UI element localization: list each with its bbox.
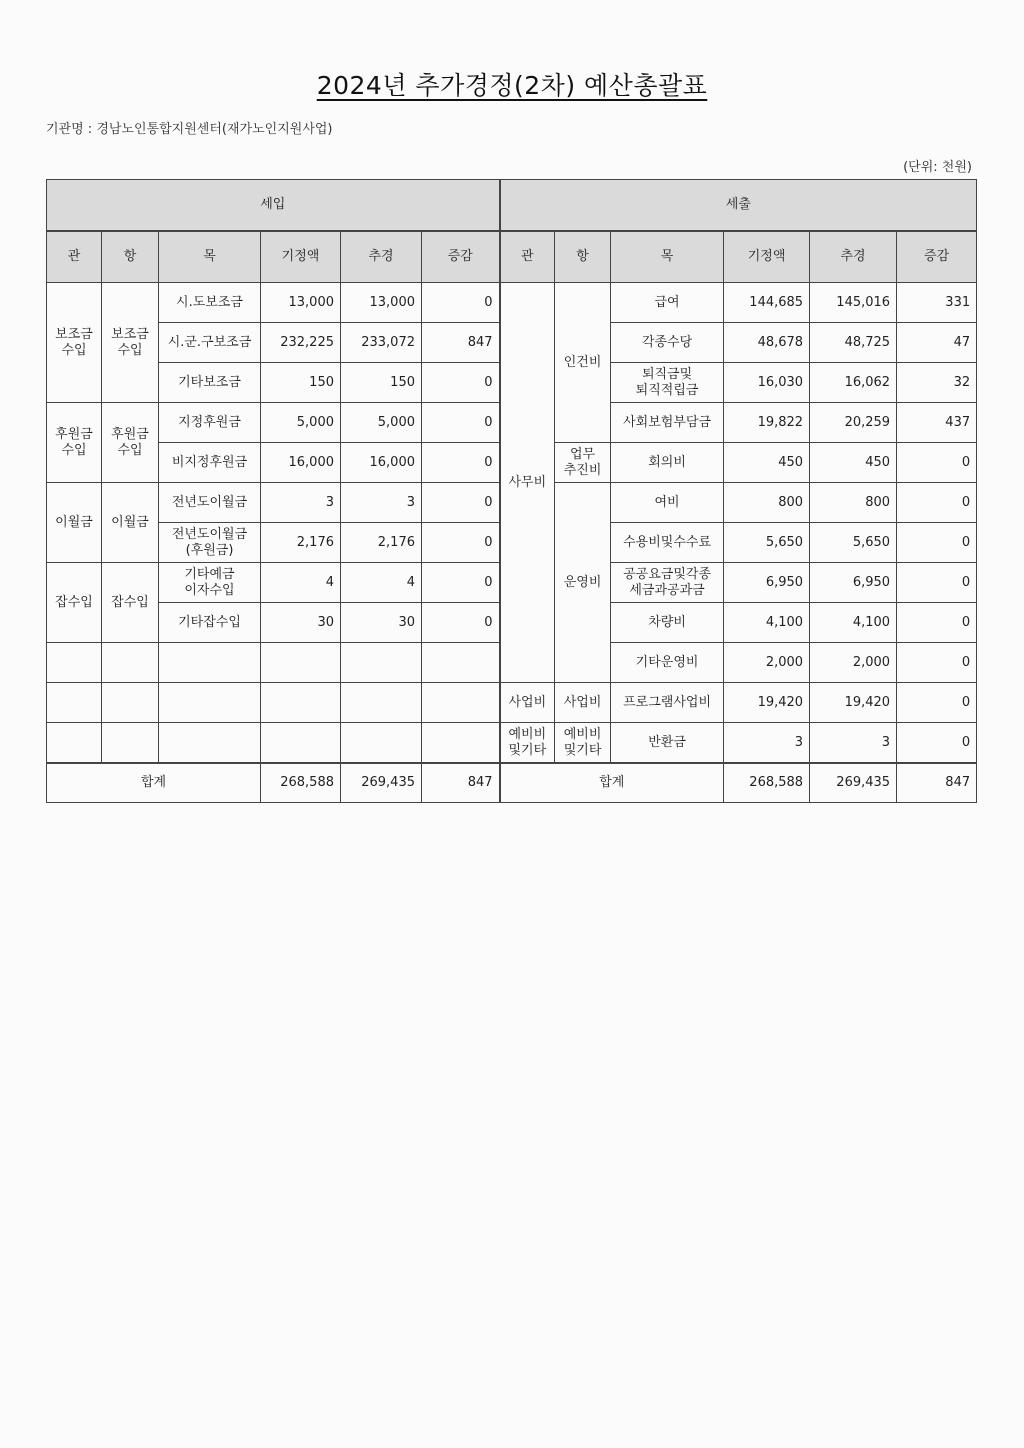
expense-mok: 여비	[611, 483, 724, 523]
expense-hang: 업무 추진비	[555, 443, 611, 483]
revenue-change: 0	[422, 563, 500, 603]
revenue-mok: 시.군.구보조금	[159, 323, 261, 363]
expense-supplementary: 5,650	[810, 523, 897, 563]
expense-change: 0	[897, 483, 977, 523]
expense-original: 48,678	[724, 323, 810, 363]
expense-total-supplementary: 269,435	[810, 763, 897, 803]
revenue-original: 3	[261, 483, 341, 523]
organization-name: 기관명 : 경남노인통합지원센터(재가노인지원사업)	[46, 122, 333, 137]
expense-hang: 인건비	[555, 283, 611, 443]
expense-supplementary: 450	[810, 443, 897, 483]
expense-original: 16,030	[724, 363, 810, 403]
expense-mok: 프로그램사업비	[611, 683, 724, 723]
empty-cell	[341, 643, 422, 683]
revenue-supplementary: 2,176	[341, 523, 422, 563]
revenue-mok: 시.도보조금	[159, 283, 261, 323]
expense-change: 32	[897, 363, 977, 403]
header-supplementary: 추경	[341, 231, 422, 283]
revenue-original: 4	[261, 563, 341, 603]
expense-total-change: 847	[897, 763, 977, 803]
empty-cell	[341, 723, 422, 764]
expense-supplementary: 20,259	[810, 403, 897, 443]
document-title: 2024년 추가경정(2차) 예산총괄표	[316, 71, 708, 100]
expense-total-original: 268,588	[724, 763, 810, 803]
expense-mok: 퇴직금및 퇴직적립금	[611, 363, 724, 403]
expense-change: 0	[897, 443, 977, 483]
revenue-hang: 후원금 수입	[102, 403, 159, 483]
empty-cell	[341, 683, 422, 723]
table-row	[47, 283, 977, 323]
expense-supplementary: 19,420	[810, 683, 897, 723]
expense-gwan: 예비비 및기타	[500, 723, 555, 764]
expense-change: 0	[897, 563, 977, 603]
empty-cell	[159, 643, 261, 683]
header-hang: 항	[102, 231, 159, 283]
revenue-change: 0	[422, 283, 500, 323]
expense-mok: 차량비	[611, 603, 724, 643]
revenue-gwan: 후원금 수입	[47, 403, 102, 483]
header-original: 기정액	[261, 231, 341, 283]
empty-cell	[47, 683, 102, 723]
unit-label: (단위: 천원)	[903, 160, 972, 175]
revenue-total-original: 268,588	[261, 763, 341, 803]
revenue-supplementary: 233,072	[341, 323, 422, 363]
revenue-change: 0	[422, 483, 500, 523]
revenue-mok: 지정후원금	[159, 403, 261, 443]
table-row	[47, 683, 977, 723]
revenue-total-change: 847	[422, 763, 500, 803]
empty-cell	[422, 643, 500, 683]
expense-gwan: 사무비	[500, 283, 555, 683]
empty-cell	[261, 643, 341, 683]
expense-mok: 공공요금및각종 세금과공과금	[611, 563, 724, 603]
expense-section-header: 세출	[500, 180, 977, 232]
revenue-original: 2,176	[261, 523, 341, 563]
expense-original: 144,685	[724, 283, 810, 323]
header-supplementary: 추경	[810, 231, 897, 283]
empty-cell	[261, 683, 341, 723]
revenue-hang: 보조금 수입	[102, 283, 159, 403]
revenue-supplementary: 16,000	[341, 443, 422, 483]
revenue-supplementary: 150	[341, 363, 422, 403]
empty-cell	[47, 723, 102, 764]
expense-change: 0	[897, 723, 977, 764]
revenue-mok: 전년도이월금	[159, 483, 261, 523]
header-mok: 목	[611, 231, 724, 283]
expense-hang: 사업비	[555, 683, 611, 723]
revenue-gwan: 이월금	[47, 483, 102, 563]
column-header-row	[47, 231, 977, 283]
revenue-change: 0	[422, 443, 500, 483]
expense-original: 450	[724, 443, 810, 483]
expense-original: 2,000	[724, 643, 810, 683]
expense-hang: 운영비	[555, 483, 611, 683]
empty-cell	[422, 683, 500, 723]
header-change: 증감	[897, 231, 977, 283]
header-original: 기정액	[724, 231, 810, 283]
expense-supplementary: 800	[810, 483, 897, 523]
header-gwan: 관	[47, 231, 102, 283]
expense-supplementary: 2,000	[810, 643, 897, 683]
revenue-mok: 기타예금 이자수입	[159, 563, 261, 603]
expense-change: 47	[897, 323, 977, 363]
empty-cell	[159, 723, 261, 764]
header-change: 증감	[422, 231, 500, 283]
expense-mok: 사회보험부담금	[611, 403, 724, 443]
revenue-supplementary: 4	[341, 563, 422, 603]
revenue-change: 0	[422, 403, 500, 443]
totals-row	[47, 763, 977, 803]
revenue-supplementary: 3	[341, 483, 422, 523]
expense-supplementary: 6,950	[810, 563, 897, 603]
expense-supplementary: 4,100	[810, 603, 897, 643]
expense-change: 331	[897, 283, 977, 323]
table-row	[47, 723, 977, 764]
expense-supplementary: 3	[810, 723, 897, 764]
empty-cell	[102, 723, 159, 764]
revenue-total-supplementary: 269,435	[341, 763, 422, 803]
revenue-mok: 비지정후원금	[159, 443, 261, 483]
expense-mok: 각종수당	[611, 323, 724, 363]
revenue-supplementary: 13,000	[341, 283, 422, 323]
revenue-original: 5,000	[261, 403, 341, 443]
revenue-mok: 기타보조금	[159, 363, 261, 403]
expense-mok: 기타운영비	[611, 643, 724, 683]
header-mok: 목	[159, 231, 261, 283]
budget-summary-table	[46, 179, 977, 803]
revenue-change: 0	[422, 363, 500, 403]
revenue-section-header: 세입	[47, 180, 500, 232]
expense-change: 0	[897, 643, 977, 683]
expense-original: 6,950	[724, 563, 810, 603]
revenue-hang: 이월금	[102, 483, 159, 563]
empty-cell	[422, 723, 500, 764]
expense-change: 0	[897, 603, 977, 643]
revenue-change: 847	[422, 323, 500, 363]
revenue-supplementary: 30	[341, 603, 422, 643]
empty-cell	[261, 723, 341, 764]
expense-supplementary: 145,016	[810, 283, 897, 323]
revenue-change: 0	[422, 603, 500, 643]
section-header-row	[47, 180, 977, 232]
expense-gwan: 사업비	[500, 683, 555, 723]
expense-supplementary: 48,725	[810, 323, 897, 363]
revenue-original: 150	[261, 363, 341, 403]
revenue-original: 30	[261, 603, 341, 643]
expense-change: 437	[897, 403, 977, 443]
expense-original: 3	[724, 723, 810, 764]
expense-hang: 예비비 및기타	[555, 723, 611, 764]
expense-original: 5,650	[724, 523, 810, 563]
empty-cell	[159, 683, 261, 723]
revenue-hang: 잡수입	[102, 563, 159, 643]
empty-cell	[47, 643, 102, 683]
revenue-supplementary: 5,000	[341, 403, 422, 443]
expense-mok: 급여	[611, 283, 724, 323]
expense-original: 19,420	[724, 683, 810, 723]
revenue-total-label: 합계	[47, 763, 261, 803]
expense-total-label: 합계	[500, 763, 724, 803]
revenue-mok: 기타잡수입	[159, 603, 261, 643]
empty-cell	[102, 683, 159, 723]
revenue-mok: 전년도이월금 (후원금)	[159, 523, 261, 563]
header-hang: 항	[555, 231, 611, 283]
expense-supplementary: 16,062	[810, 363, 897, 403]
expense-original: 4,100	[724, 603, 810, 643]
revenue-change: 0	[422, 523, 500, 563]
revenue-original: 13,000	[261, 283, 341, 323]
expense-mok: 회의비	[611, 443, 724, 483]
revenue-original: 232,225	[261, 323, 341, 363]
expense-change: 0	[897, 523, 977, 563]
header-gwan: 관	[500, 231, 555, 283]
revenue-original: 16,000	[261, 443, 341, 483]
expense-original: 800	[724, 483, 810, 523]
revenue-gwan: 보조금 수입	[47, 283, 102, 403]
revenue-gwan: 잡수입	[47, 563, 102, 643]
empty-cell	[102, 643, 159, 683]
expense-original: 19,822	[724, 403, 810, 443]
expense-mok: 반환금	[611, 723, 724, 764]
expense-mok: 수용비및수수료	[611, 523, 724, 563]
expense-change: 0	[897, 683, 977, 723]
